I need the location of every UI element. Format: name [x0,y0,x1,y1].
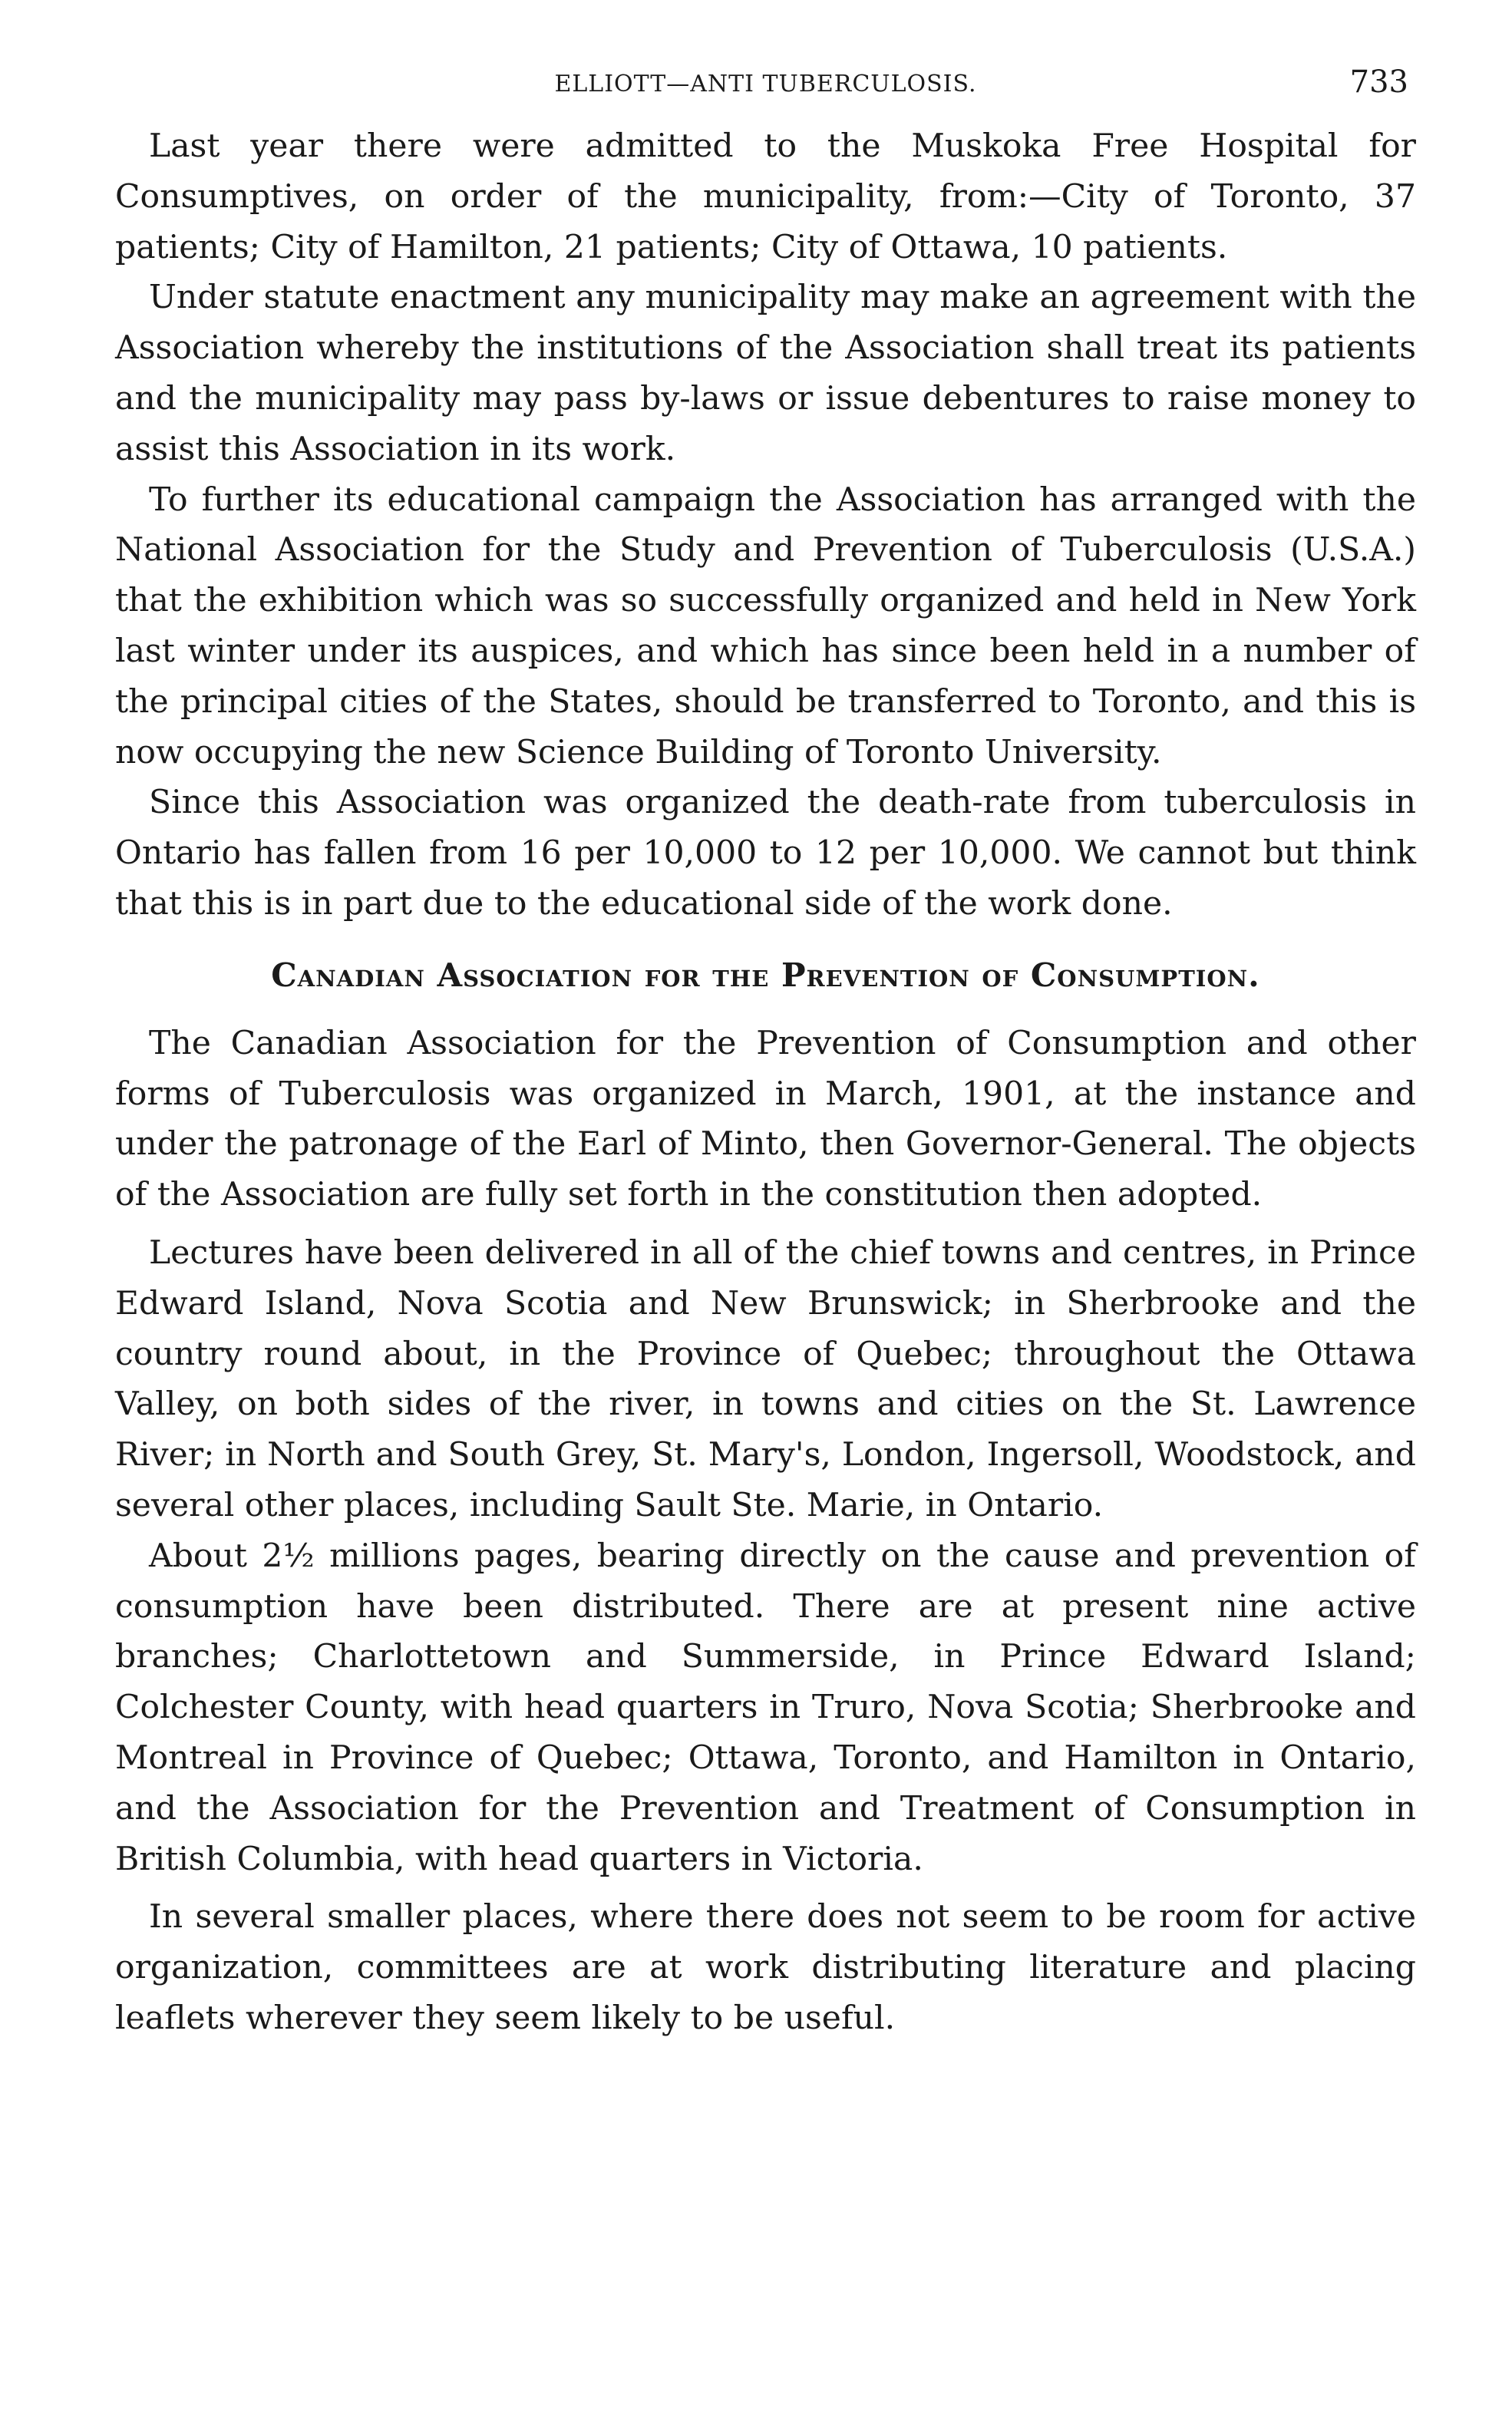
paragraph-association-organized: The Canadian Association for the Prevention of Consumption and other forms of Tuberculosis was organized in March, 1901, at the instance and under the patronage of the Earl of Minto, then Governor-General. The objects of the Association are fully set forth in the constitution then adopted. [115,1024,1416,1214]
paragraph-pages-distributed: About 2½ millions pages, bearing directly on the cause and prevention of consumption have been distributed. There are at present nine active branches; Charlottetown and Summerside, in Prince Edward Island; Colchester County, with head quarters in Truro, Nova Scotia; Sherbrooke and Montreal in Province of Quebec; Ottawa, Toronto, and Hamilton in Ontario, and the Association for the Prevention and Treatment of Consumption in British Columbia, with head quarters in Victoria. [115,1537,1416,1878]
page-number: 733 [1349,64,1408,100]
running-head [115,60,1416,121]
running-title: ELLIOTT—ANTI TUBERCULOSIS. [554,71,977,97]
paragraph-educational-campaign: To further its educational campaign the Association has arranged with the National Association for the Study and Prevention of Tuberculosis (U.S.A.) that the exhibition which was so successfully organized and held in New York last winter under its auspices, and which has since been held in a number of the principal cities of the States, should be transferred to Toronto, and this is now occupying the new Science Building of Toronto University. [115,480,1416,771]
paragraph-death-rate: Since this Association was organized the death-rate from tuberculosis in Ontario has fallen from 16 per 10,000 to 12 per 10,000. We cannot but think that this is in part due to the educational side of the work done. [115,784,1416,923]
paragraph-lectures: Lectures have been delivered in all of the chief towns and centres, in Prince Edward Island, Nova Scotia and New Brunswick; in Sherbrooke and the country round about, in the Province of Quebec; throughout the Ottawa Valley, on both sides of the river, in towns and cities on the St. Lawrence River; in North and South Grey, St. Mary's, London, Ingersoll, Woodstock, and several other places, including Sault Ste. Marie, in Ontario. [115,1233,1416,1524]
section-heading: Canadian Association for the Prevention of Consumption. [271,956,1260,994]
document-page [115,60,1416,2044]
paragraph-muskoka-admissions: Last year there were admitted to the Muskoka Free Hospital for Consumptives, on order of the municipality, from:—City of Toronto, 37 patients; City of Hamilton, 21 patients; City of Ottawa, 10 patients. [115,127,1416,266]
paragraph-statute-enactment: Under statute enactment any municipality may make an agreement with the Association whereby the institutions of the Association shall treat its patients and the municipality may pass by-laws or issue debentures to raise money to assist this Association in its work. [115,279,1416,468]
paragraph-smaller-places: In several smaller places, where there does not seem to be room for active organization, committees are at work distributing literature and placing leaflets wherever they seem likely to be useful. [115,1898,1416,2037]
